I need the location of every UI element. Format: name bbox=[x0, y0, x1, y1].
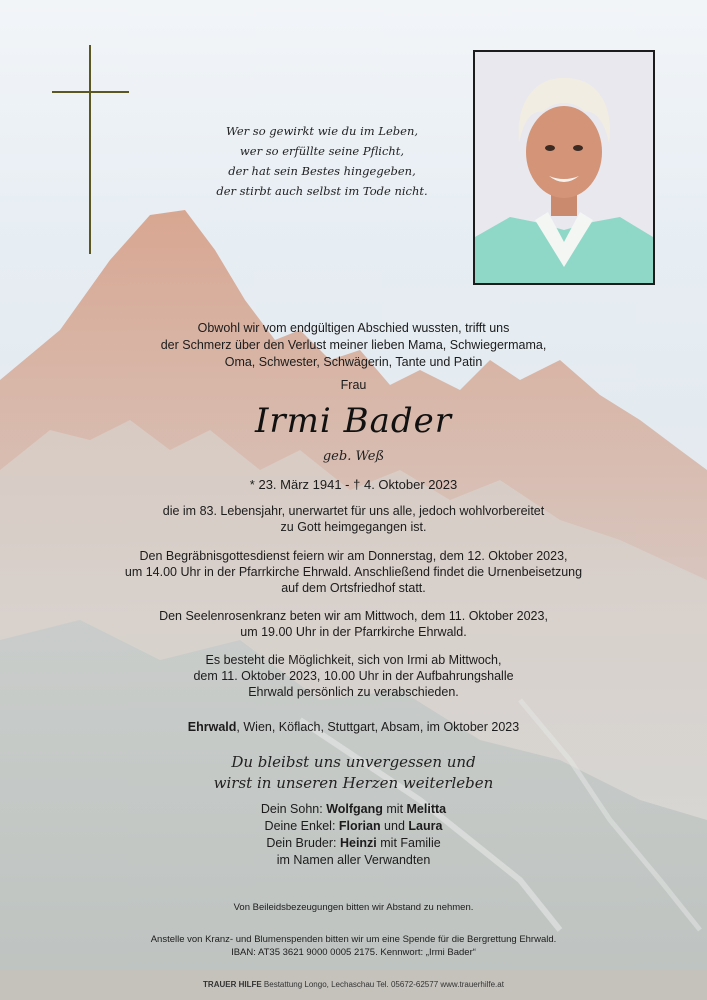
family-name: Wolfgang bbox=[326, 802, 383, 816]
family-label: Dein Bruder: bbox=[266, 836, 340, 850]
intro-line: der Schmerz über den Verlust meiner lieben Mama, Schwiegermama, bbox=[160, 338, 547, 352]
donation-note bbox=[40, 933, 667, 959]
cross-beam bbox=[52, 91, 129, 93]
donation-line: Anstelle von Kranz- und Blumenspenden bitten wir um eine Spende für die Bergrettung Ehrwald. bbox=[150, 934, 557, 945]
family-label: Dein Sohn: bbox=[260, 802, 327, 816]
latin-cross-icon bbox=[89, 45, 91, 254]
portrait-photo bbox=[473, 50, 655, 285]
intro-line: Obwohl wir vom endgültigen Abschied wussten, trifft uns bbox=[197, 321, 510, 335]
family-son bbox=[40, 801, 667, 818]
paragraph-line: Ehrwald persönlich zu verabschieden. bbox=[248, 685, 459, 699]
passing-paragraph bbox=[40, 503, 667, 535]
poem-line: der stirbt auch selbst im Tode nicht. bbox=[216, 184, 428, 198]
donation-iban: IBAN: AT35 3621 9000 0005 2175. Kennwort: „Irmi Bader“ bbox=[231, 947, 476, 958]
family-name: Heinzi bbox=[339, 836, 377, 850]
family-name: Florian bbox=[338, 819, 381, 833]
family-name: Laura bbox=[408, 819, 443, 833]
paragraph-line: zu Gott heimgegangen ist. bbox=[280, 520, 427, 534]
places-rest: , Wien, Köflach, Stuttgart, Absam, im Oktober 2023 bbox=[236, 720, 520, 734]
rosary-paragraph bbox=[40, 608, 667, 640]
poem bbox=[190, 121, 454, 201]
farewell-paragraph bbox=[40, 652, 667, 700]
family-list bbox=[40, 801, 667, 869]
paragraph-line: auf dem Ortsfriedhof statt. bbox=[281, 581, 426, 595]
poem-line: der hat sein Bestes hingegeben, bbox=[228, 164, 416, 178]
funeral-home-footer bbox=[40, 980, 667, 989]
family-grandchildren bbox=[40, 818, 667, 835]
closing-line: wirst in unseren Herzen weiterleben bbox=[213, 774, 494, 792]
family-brother bbox=[40, 835, 667, 852]
birth-name: geb. Weß bbox=[322, 449, 385, 464]
footer-brand: TRAUER HILFE bbox=[203, 980, 262, 989]
places-and-date bbox=[40, 720, 667, 734]
life-dates: * 23. März 1941 - † 4. Oktober 2023 bbox=[249, 477, 458, 492]
family-connector: mit bbox=[382, 802, 407, 816]
funeral-paragraph bbox=[40, 548, 667, 596]
closing-line: Du bleibst uns unvergessen und bbox=[231, 753, 476, 771]
paragraph-line: Den Seelenrosenkranz beten wir am Mittwoch, dem 11. Oktober 2023, bbox=[159, 609, 548, 623]
footer-text: Bestattung Longo, Lechaschau Tel. 05672-62577 www.trauerhilfe.at bbox=[261, 980, 504, 989]
family-name: Melitta bbox=[406, 802, 447, 816]
poem-line: wer so erfüllte seine Pflicht, bbox=[239, 144, 405, 158]
salutation: Frau bbox=[340, 378, 367, 392]
place-ehrwald: Ehrwald bbox=[187, 720, 237, 734]
condolence-note: Von Beileidsbezeugungen bitten wir Abstand zu nehmen. bbox=[233, 902, 474, 913]
family-label: Deine Enkel: bbox=[264, 819, 339, 833]
paragraph-line: die im 83. Lebensjahr, unerwartet für uns alle, jedoch wohlvorbereitet bbox=[162, 504, 545, 518]
paragraph-line: Den Begräbnisgottesdienst feiern wir am Donnerstag, dem 12. Oktober 2023, bbox=[139, 549, 568, 563]
family-connector: mit Familie bbox=[376, 836, 441, 850]
paragraph-line: um 14.00 Uhr in der Pfarrkirche Ehrwald. Anschließend findet die Urnenbeisetzung bbox=[124, 565, 583, 579]
poem-line: Wer so gewirkt wie du im Leben, bbox=[225, 124, 419, 138]
family-connector: und bbox=[380, 819, 409, 833]
paragraph-line: dem 11. Oktober 2023, 10.00 Uhr in der Aufbahrungshalle bbox=[193, 669, 514, 683]
deceased-name: Irmi Bader bbox=[255, 401, 452, 441]
closing-verse bbox=[40, 752, 667, 794]
paragraph-line: um 19.00 Uhr in der Pfarrkirche Ehrwald. bbox=[240, 625, 467, 639]
intro-text bbox=[40, 320, 667, 371]
family-all: im Namen aller Verwandten bbox=[276, 853, 431, 867]
paragraph-line: Es besteht die Möglichkeit, sich von Irmi ab Mittwoch, bbox=[205, 653, 502, 667]
intro-line: Oma, Schwester, Schwägerin, Tante und Patin bbox=[224, 355, 483, 369]
